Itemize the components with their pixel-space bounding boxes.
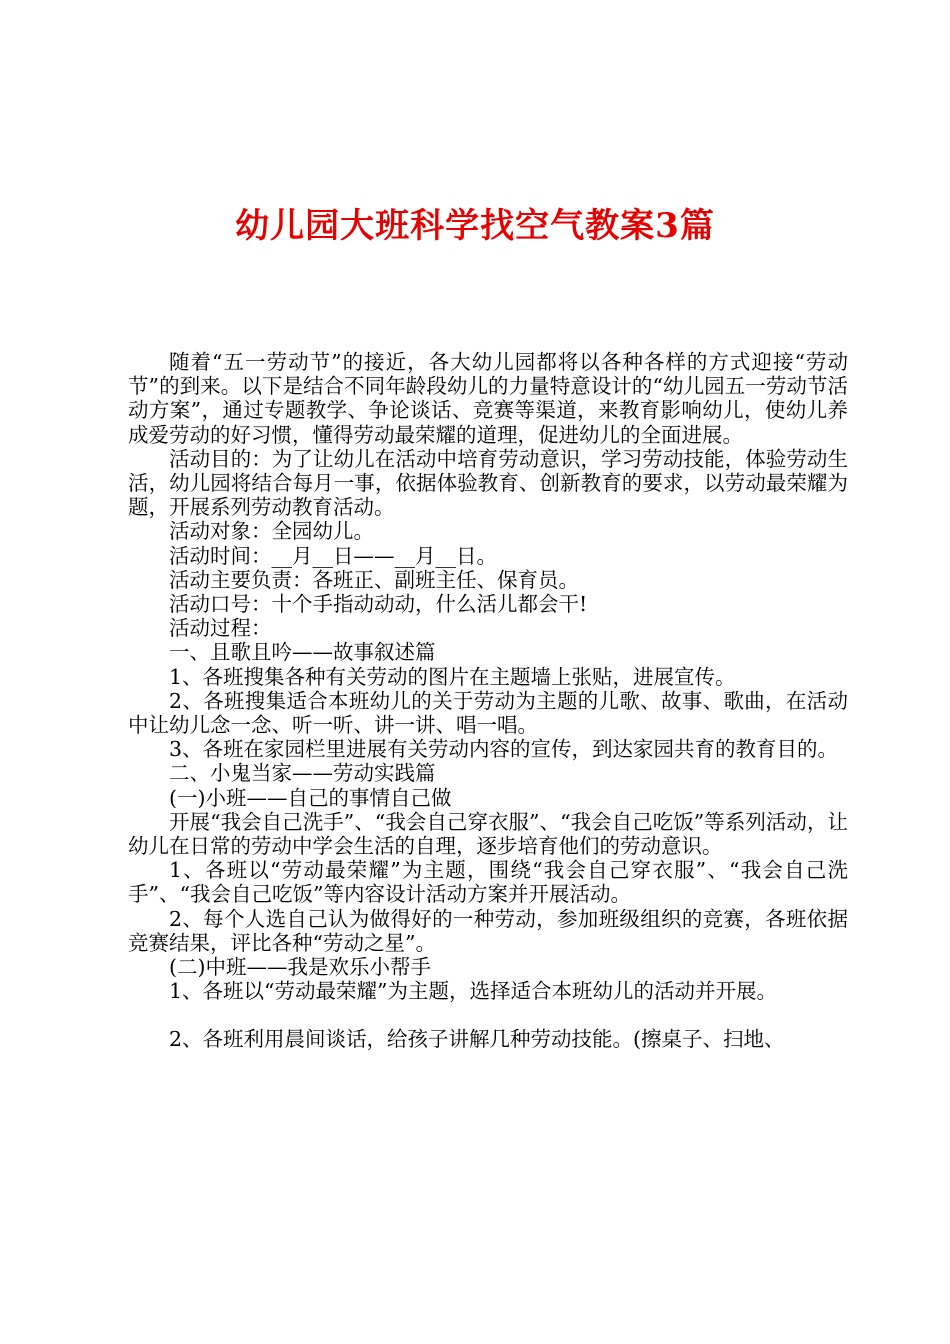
paragraph-target: 活动对象：全园幼儿。 [169,519,374,544]
document-body [128,350,848,1052]
paragraph-time: 活动时间：__月__日——__月__日。 [169,543,497,568]
list-item: 1、各班以“劳动最荣耀”为主题，围绕“我会自己穿衣服”、“我会自己洗手”、“我会自己吃饭”等内容设计活动方案并开展活动。 [128,858,848,907]
paragraph-responsible: 活动主要负责：各班正、副班主任、保育员。 [169,567,579,592]
subsection-heading-middle-class: (二)中班——我是欢乐小帮手 [169,955,431,980]
list-item: 1、各班以“劳动最荣耀”为主题，选择适合本班幼儿的活动并开展。 [169,979,778,1004]
paragraph-purpose: 活动目的：为了让幼儿在活动中培育劳动意识，学习劳动技能，体验劳动生活，幼儿园将结合每月一事，依据体验教育、创新教育的要求，以劳动最荣耀为题，开展系列劳动教育活动。 [128,446,848,520]
section-heading-2: 二、小鬼当家——劳动实践篇 [169,761,436,786]
section-heading-1: 一、且歌且吟——故事叙述篇 [169,640,436,665]
paragraph-intro: 随着“五一劳动节”的接近，各大幼儿园都将以各种各样的方式迎接“劳动节”的到来。以下是结合不同年龄段幼儿的力量特意设计的“幼儿园五一劳动节活动方案”，通过专题教学、争论谈话、竞赛等渠道，来教育影响幼儿，使幼儿养成爱劳动的好习惯，懂得劳动最荣耀的道理，促进幼儿的全面进展。 [128,350,848,447]
paragraph-small-class: 开展“我会自己洗手”、“我会自己穿衣服”、“我会自己吃饭”等系列活动，让幼儿在日常的劳动中学会生活的自理，逐步培育他们的劳动意识。 [128,809,848,859]
list-item: 2、各班搜集适合本班幼儿的关于劳动为主题的儿歌、故事、歌曲，在活动中让幼儿念一念、听一听、讲一讲、唱一唱。 [128,688,848,738]
list-item: 2、每个人选自己认为做得好的一种劳动，参加班级组织的竞赛，各班依据竞赛结果，评比各种“劳动之星”。 [128,906,848,955]
list-item: 3、各班在家园栏里进展有关劳动内容的宣传，到达家园共育的教育目的。 [169,737,839,762]
list-item: 1、各班搜集各种有关劳动的图片在主题墙上张贴，进展宣传。 [169,664,736,689]
subsection-heading-small-class: (一)小班——自己的事情自己做 [169,785,452,810]
document-title: 幼儿园大班科学找空气教案3篇 [235,206,715,246]
list-item: 2、各班利用晨间谈话，给孩子讲解几种劳动技能。(擦桌子、扫地、 [169,1027,785,1052]
paragraph-process: 活动过程： [169,616,272,641]
paragraph-slogan: 活动口号：十个手指动动动，什么活儿都会干! [169,592,588,617]
